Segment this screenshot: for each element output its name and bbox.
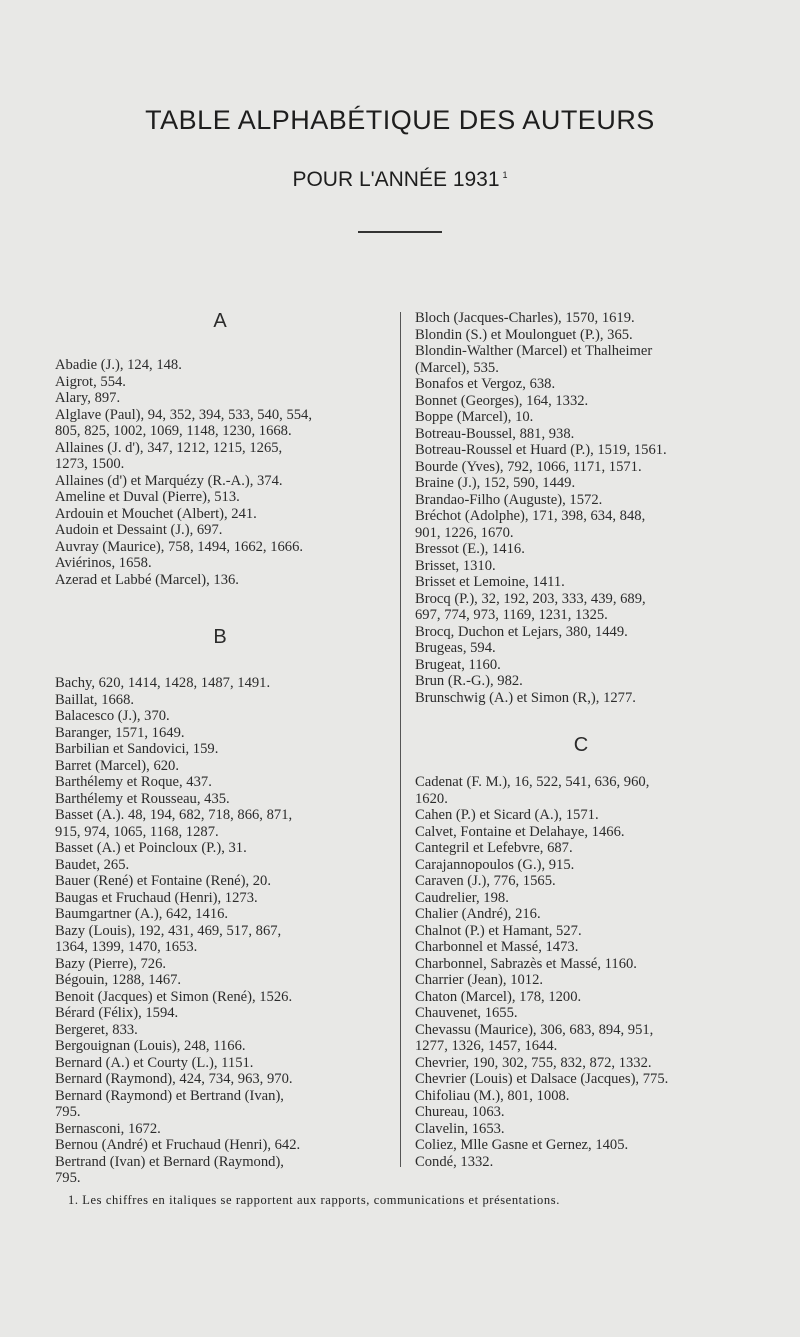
index-entry-line: Coliez, Mlle Gasne et Gernez, 1405. [415, 1137, 629, 1153]
index-entry-line: Basset (A.) et Poincloux (P.), 31. [55, 840, 247, 856]
index-entry-line: Allaines (d') et Marquézy (R.-A.), 374. [55, 472, 283, 489]
index-entry-line: Aviérinos, 1658. [55, 555, 152, 571]
section-b-continued-entries [415, 310, 747, 706]
index-entry-line: Benoit (Jacques) et Simon (René), 1526. [55, 988, 293, 1005]
index-entry-line: Bloch (Jacques-Charles), 1570, 1619. [415, 310, 635, 326]
index-entry-line: 901, 1226, 1670. [415, 524, 514, 541]
index-entry-line: Blondin-Walther (Marcel) et Thalheimer [415, 343, 653, 359]
footnote-mark: 1 [502, 170, 508, 180]
index-entry-line: 805, 825, 1002, 1069, 1148, 1230, 1668. [55, 423, 292, 439]
index-entry-line: Ameline et Duval (Pierre), 513. [55, 489, 240, 505]
index-entry-line: Balacesco (J.), 370. [55, 708, 170, 724]
index-entry-line: Azerad et Labbé (Marcel), 136. [55, 571, 239, 588]
index-entry-line: Bernasconi, 1672. [55, 1120, 161, 1137]
index-entry-line: Bernou (André) et Fruchaud (Henri), 642. [55, 1137, 301, 1153]
index-entry-line: Ardouin et Mouchet (Albert), 241. [55, 505, 257, 522]
index-entry-line: Cahen (P.) et Sicard (A.), 1571. [415, 807, 599, 823]
title-rule [358, 231, 442, 233]
index-entry-line: Bergouignan (Louis), 248, 1166. [55, 1038, 246, 1054]
index-entry-line: Bergeret, 833. [55, 1021, 138, 1038]
index-entry-line: Brisset, 1310. [415, 557, 496, 574]
index-entry-line: 1364, 1399, 1470, 1653. [55, 939, 198, 955]
index-entry-line: Charbonnel, Sabrazès et Massé, 1160. [415, 955, 637, 972]
section-letter-b: B [213, 626, 227, 648]
index-entry-line: Charbonnel et Massé, 1473. [415, 939, 579, 955]
index-entry-line: Baranger, 1571, 1649. [55, 724, 185, 741]
index-entry-line: Condé, 1332. [415, 1153, 494, 1170]
section-b-entries [55, 675, 385, 1187]
index-entry-line: Bérard (Félix), 1594. [55, 1005, 179, 1021]
index-entry-line: Boppe (Marcel), 10. [415, 409, 534, 425]
index-entry-line: Alary, 897. [55, 390, 121, 406]
index-entry-line: Barthélemy et Rousseau, 435. [55, 790, 230, 807]
index-entry-line: Bazy (Pierre), 726. [55, 955, 167, 972]
index-entry-line: Chureau, 1063. [415, 1104, 505, 1120]
index-entry-line: Botreau-Boussel, 881, 938. [415, 425, 575, 442]
index-entry-line: Brunschwig (A.) et Simon (R,), 1277. [415, 689, 636, 706]
index-entry-line: Allaines (J. d'), 347, 1212, 1215, 1265, [55, 439, 283, 456]
index-entry-line: Audoin et Dessaint (J.), 697. [55, 522, 223, 538]
index-entry-line: Bernard (A.) et Courty (L.), 1151. [55, 1054, 254, 1071]
index-entry-line: Baudet, 265. [55, 856, 130, 873]
index-entry-line: 1277, 1326, 1457, 1644. [415, 1038, 558, 1054]
index-entry-line: Chevrier, 190, 302, 755, 832, 872, 1332. [415, 1054, 652, 1071]
index-entry-line: Bazy (Louis), 192, 431, 469, 517, 867, [55, 922, 282, 939]
index-entry-line: Auvray (Maurice), 758, 1494, 1662, 1666. [55, 538, 304, 555]
index-entry-line: 1620. [415, 790, 448, 807]
index-entry-line: Clavelin, 1653. [415, 1120, 505, 1137]
right-column [415, 310, 747, 1170]
section-letter-c: C [573, 734, 589, 756]
page-title: TABLE ALPHABÉTIQUE DES AUTEURS [145, 105, 655, 135]
index-entry-line: Bonnet (Georges), 164, 1332. [415, 392, 589, 409]
index-entry-line: Chalier (André), 216. [415, 906, 541, 922]
index-entry-line: Cadenat (F. M.), 16, 522, 541, 636, 960, [415, 774, 650, 790]
index-entry-line: Braine (J.), 152, 590, 1449. [415, 475, 576, 491]
index-entry-line: Bernard (Raymond) et Bertrand (Ivan), [55, 1087, 284, 1104]
page-subtitle [0, 168, 800, 192]
index-entry-line: Barret (Marcel), 620. [55, 757, 179, 774]
index-entry-line: Brun (R.-G.), 982. [415, 673, 523, 689]
subtitle-text: POUR L'ANNÉE 1931 [292, 168, 500, 191]
index-entry-line: Carajannopoulos (G.), 915. [415, 856, 575, 873]
index-entry-line: Alglave (Paul), 94, 352, 394, 533, 540, 554, [55, 406, 312, 423]
index-entry-line: Bertrand (Ivan) et Bernard (Raymond), [55, 1153, 284, 1170]
index-entry-line: Brocq (P.), 32, 192, 203, 333, 439, 689, [415, 590, 646, 607]
index-entry-line: 795. [55, 1170, 81, 1186]
index-entry-line: 915, 974, 1065, 1168, 1287. [55, 823, 219, 840]
index-entry-line: Aigrot, 554. [55, 373, 126, 390]
index-entry-line: Brugeat, 1160. [415, 656, 501, 673]
index-entry-line: Abadie (J.), 124, 148. [55, 357, 182, 373]
section-a-entries [55, 357, 385, 588]
index-entry-line: Bachy, 620, 1414, 1428, 1487, 1491. [55, 675, 271, 691]
index-entry-line: Baugas et Fruchaud (Henri), 1273. [55, 889, 258, 906]
index-entry-line: Brandao-Filho (Auguste), 1572. [415, 491, 603, 508]
index-entry-line: Barthélemy et Roque, 437. [55, 774, 212, 790]
index-entry-line: 1273, 1500. [55, 456, 125, 472]
index-entry-line: Chifoliau (M.), 801, 1008. [415, 1087, 570, 1104]
footnote: 1. Les chiffres en italiques se rapportent aux rapports, communications et présentations. [68, 1193, 560, 1207]
index-entry-line: Botreau-Roussel et Huard (P.), 1519, 1561. [415, 442, 667, 458]
index-entry-line: Blondin (S.) et Moulonguet (P.), 365. [415, 326, 633, 343]
index-entry-line: Bonafos et Vergoz, 638. [415, 376, 556, 392]
index-entry-line: Bréchot (Adolphe), 171, 398, 634, 848, [415, 508, 646, 524]
index-entry-line: Brocq, Duchon et Lejars, 380, 1449. [415, 623, 628, 640]
index-entry-line: Bauer (René) et Fontaine (René), 20. [55, 873, 271, 889]
index-entry-line: 697, 774, 973, 1169, 1231, 1325. [415, 607, 608, 623]
index-entry-line: Brugeas, 594. [415, 640, 496, 656]
index-entry-line: Baumgartner (A.), 642, 1416. [55, 906, 229, 922]
index-entry-line: Bégouin, 1288, 1467. [55, 972, 182, 988]
column-divider [400, 312, 401, 1167]
index-entry-line: Bressot (E.), 1416. [415, 541, 525, 557]
index-entry-line: 795. [55, 1104, 81, 1120]
index-entry-line: (Marcel), 535. [415, 359, 499, 376]
index-entry-line: Caraven (J.), 776, 1565. [415, 873, 556, 889]
index-entry-line: Basset (A.). 48, 194, 682, 718, 866, 871, [55, 807, 293, 823]
index-entry-line: Cantegril et Lefebvre, 687. [415, 840, 573, 856]
index-entry-line: Baillat, 1668. [55, 691, 135, 708]
index-entry-line: Chalnot (P.) et Hamant, 527. [415, 922, 582, 939]
index-entry-line: Calvet, Fontaine et Delahaye, 1466. [415, 823, 625, 840]
index-entry-line: Chaton (Marcel), 178, 1200. [415, 988, 582, 1005]
index-entry-line: Charrier (Jean), 1012. [415, 972, 544, 988]
index-entry-line: Chauvenet, 1655. [415, 1005, 518, 1021]
section-c-entries [415, 774, 747, 1170]
index-entry-line: Bernard (Raymond), 424, 734, 963, 970. [55, 1071, 293, 1087]
left-column [55, 310, 385, 1187]
index-entry-line: Bourde (Yves), 792, 1066, 1171, 1571. [415, 458, 642, 475]
index-entry-line: Chevassu (Maurice), 306, 683, 894, 951, [415, 1021, 654, 1038]
index-entry-line: Caudrelier, 198. [415, 889, 509, 906]
index-entry-line: Chevrier (Louis) et Dalsace (Jacques), 775. [415, 1071, 669, 1087]
index-entry-line: Barbilian et Sandovici, 159. [55, 741, 219, 757]
index-entry-line: Brisset et Lemoine, 1411. [415, 574, 565, 590]
section-letter-a: A [213, 310, 227, 332]
